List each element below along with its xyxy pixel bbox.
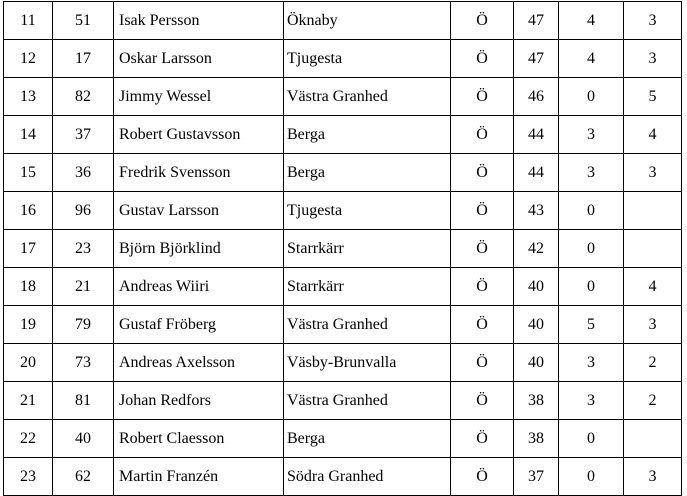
score-cell: 42 (514, 230, 559, 268)
col8-cell: 3 (624, 40, 682, 78)
placement-cell: 20 (4, 344, 53, 382)
placement-cell: 16 (4, 192, 53, 230)
table-row (4, 268, 682, 306)
table-row (4, 78, 682, 116)
score-cell: 40 (514, 268, 559, 306)
col7-cell: 0 (559, 268, 624, 306)
col8-cell (624, 192, 682, 230)
placement-cell: 18 (4, 268, 53, 306)
club-cell: Tjugesta (284, 40, 451, 78)
club-cell: Öknaby (284, 2, 451, 40)
placement-cell: 17 (4, 230, 53, 268)
name-cell: Fredrik Svensson (114, 154, 284, 192)
score-cell: 44 (514, 154, 559, 192)
col7-cell: 0 (559, 78, 624, 116)
placement-cell: 14 (4, 116, 53, 154)
class-cell: Ö (451, 268, 514, 306)
score-cell: 40 (514, 344, 559, 382)
col8-cell: 2 (624, 382, 682, 420)
col7-cell: 0 (559, 420, 624, 458)
start-number-cell: 96 (53, 192, 114, 230)
club-cell: Väsby-Brunvalla (284, 344, 451, 382)
start-number-cell: 79 (53, 306, 114, 344)
col7-cell: 3 (559, 344, 624, 382)
score-cell: 37 (514, 458, 559, 496)
score-cell: 38 (514, 382, 559, 420)
col7-cell: 0 (559, 230, 624, 268)
club-cell: Berga (284, 116, 451, 154)
placement-cell: 19 (4, 306, 53, 344)
table-row (4, 306, 682, 344)
placement-cell: 23 (4, 458, 53, 496)
start-number-cell: 21 (53, 268, 114, 306)
start-number-cell: 36 (53, 154, 114, 192)
placement-cell: 22 (4, 420, 53, 458)
class-cell: Ö (451, 420, 514, 458)
placement-cell: 11 (4, 2, 53, 40)
table-row (4, 382, 682, 420)
club-cell: Starrkärr (284, 268, 451, 306)
col8-cell: 5 (624, 78, 682, 116)
name-cell: Oskar Larsson (114, 40, 284, 78)
class-cell: Ö (451, 116, 514, 154)
results-table (3, 1, 682, 496)
class-cell: Ö (451, 78, 514, 116)
table-row (4, 344, 682, 382)
table-row (4, 420, 682, 458)
score-cell: 38 (514, 420, 559, 458)
col8-cell: 4 (624, 116, 682, 154)
class-cell: Ö (451, 382, 514, 420)
placement-cell: 15 (4, 154, 53, 192)
placement-cell: 21 (4, 382, 53, 420)
col7-cell: 4 (559, 2, 624, 40)
class-cell: Ö (451, 306, 514, 344)
start-number-cell: 40 (53, 420, 114, 458)
club-cell: Starrkärr (284, 230, 451, 268)
col8-cell: 3 (624, 2, 682, 40)
name-cell: Isak Persson (114, 2, 284, 40)
table-row (4, 40, 682, 78)
name-cell: Gustaf Fröberg (114, 306, 284, 344)
col8-cell (624, 420, 682, 458)
col8-cell (624, 230, 682, 268)
score-cell: 46 (514, 78, 559, 116)
placement-cell: 12 (4, 40, 53, 78)
score-cell: 43 (514, 192, 559, 230)
name-cell: Robert Claesson (114, 420, 284, 458)
club-cell: Västra Granhed (284, 78, 451, 116)
start-number-cell: 73 (53, 344, 114, 382)
name-cell: Gustav Larsson (114, 192, 284, 230)
start-number-cell: 17 (53, 40, 114, 78)
table-row (4, 192, 682, 230)
table-row (4, 458, 682, 496)
col7-cell: 3 (559, 154, 624, 192)
start-number-cell: 51 (53, 2, 114, 40)
score-cell: 47 (514, 40, 559, 78)
club-cell: Västra Granhed (284, 382, 451, 420)
name-cell: Andreas Wiiri (114, 268, 284, 306)
class-cell: Ö (451, 458, 514, 496)
name-cell: Robert Gustavsson (114, 116, 284, 154)
club-cell: Berga (284, 154, 451, 192)
name-cell: Martin Franzén (114, 458, 284, 496)
table-row (4, 2, 682, 40)
table-row (4, 116, 682, 154)
class-cell: Ö (451, 192, 514, 230)
start-number-cell: 82 (53, 78, 114, 116)
club-cell: Tjugesta (284, 192, 451, 230)
start-number-cell: 62 (53, 458, 114, 496)
name-cell: Johan Redfors (114, 382, 284, 420)
class-cell: Ö (451, 344, 514, 382)
col7-cell: 3 (559, 116, 624, 154)
col7-cell: 4 (559, 40, 624, 78)
class-cell: Ö (451, 2, 514, 40)
col8-cell: 3 (624, 306, 682, 344)
col8-cell: 3 (624, 154, 682, 192)
class-cell: Ö (451, 40, 514, 78)
start-number-cell: 37 (53, 116, 114, 154)
col8-cell: 2 (624, 344, 682, 382)
col7-cell: 0 (559, 458, 624, 496)
start-number-cell: 81 (53, 382, 114, 420)
class-cell: Ö (451, 154, 514, 192)
club-cell: Västra Granhed (284, 306, 451, 344)
col8-cell: 4 (624, 268, 682, 306)
score-cell: 47 (514, 2, 559, 40)
name-cell: Andreas Axelsson (114, 344, 284, 382)
club-cell: Södra Granhed (284, 458, 451, 496)
placement-cell: 13 (4, 78, 53, 116)
score-cell: 40 (514, 306, 559, 344)
table-row (4, 230, 682, 268)
club-cell: Berga (284, 420, 451, 458)
col7-cell: 3 (559, 382, 624, 420)
start-number-cell: 23 (53, 230, 114, 268)
col7-cell: 0 (559, 192, 624, 230)
name-cell: Jimmy Wessel (114, 78, 284, 116)
col8-cell: 3 (624, 458, 682, 496)
results-table-body (4, 2, 682, 496)
class-cell: Ö (451, 230, 514, 268)
table-row (4, 154, 682, 192)
name-cell: Björn Björklind (114, 230, 284, 268)
col7-cell: 5 (559, 306, 624, 344)
score-cell: 44 (514, 116, 559, 154)
